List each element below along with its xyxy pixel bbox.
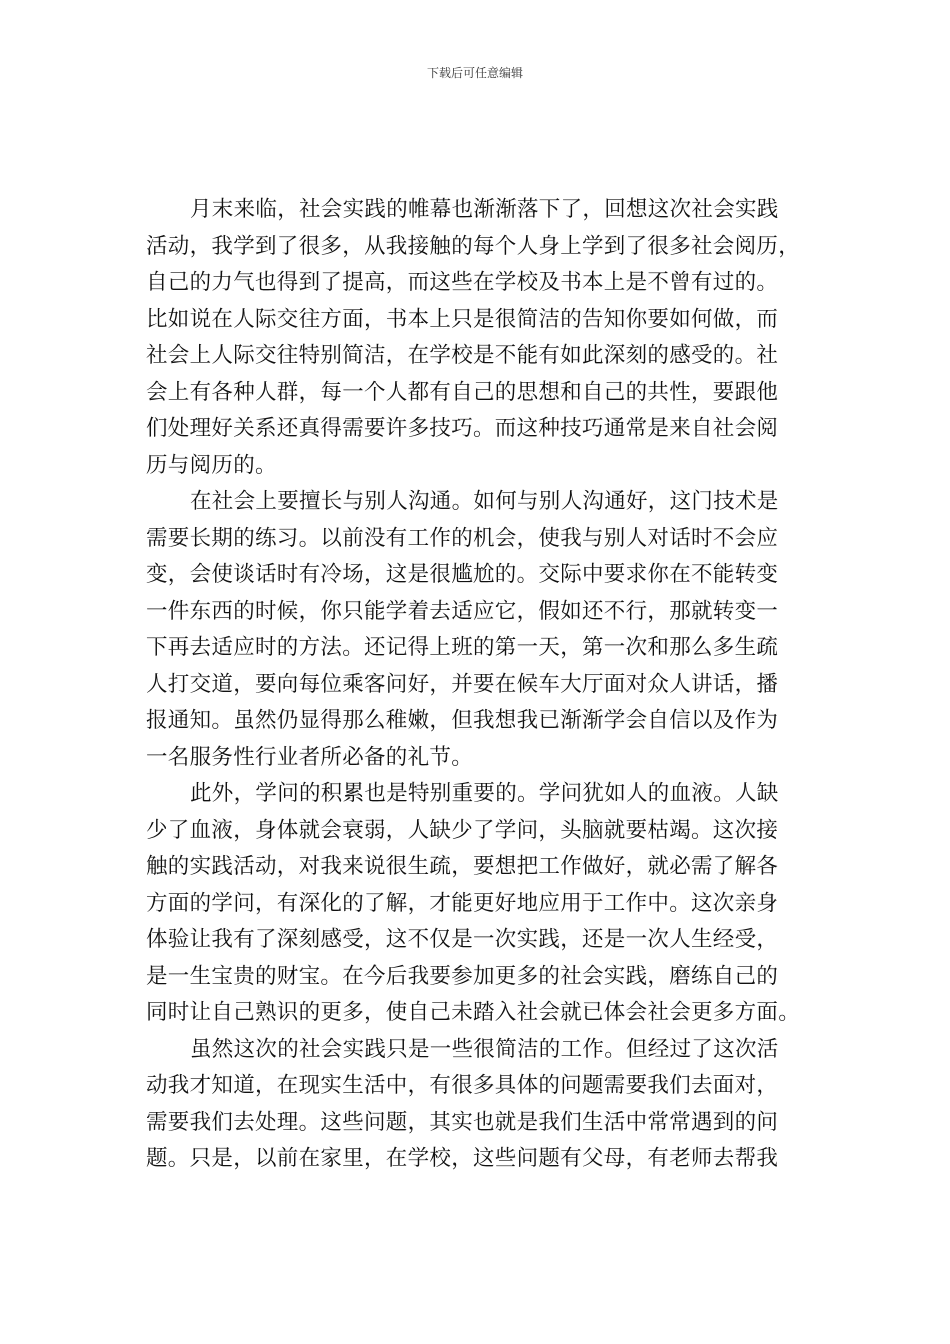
paragraph-1-line-7: 们处理好关系还真得需要许多技巧。而这种技巧通常是来自社会阅 — [146, 416, 779, 441]
paragraph-3-line-1: 此外，学问的积累也是特别重要的。学问犹如人的血液。人缺 — [190, 781, 779, 806]
page-header-note: 下载后可任意编辑 — [426, 66, 523, 80]
paragraph-2-line-6: 人打交道，要向每位乘客问好，并要在候车大厅面对众人讲话，播 — [146, 671, 779, 697]
paragraph-2-line-3: 变，会使谈话时有冷场，这是很尴尬的。交际中要求你在不能转变 — [146, 562, 779, 587]
paragraph-3-line-6: 是一生宝贵的财宝。在今后我要参加更多的社会实践，磨练自己的 — [146, 963, 779, 989]
paragraph-4-line-4: 题。只是，以前在家里，在学校，这些问题有父母，有老师去帮我 — [146, 1146, 779, 1171]
paragraph-3-line-3: 触的实践活动，对我来说很生疏，要想把工作做好，就必需了解各 — [146, 854, 779, 879]
paragraph-1-line-6: 会上有各种人群，每一个人都有自己的思想和自己的共性，要跟他 — [146, 379, 779, 405]
paragraph-1-line-8: 历与阅历的。 — [146, 452, 277, 478]
paragraph-2-line-4: 一件东西的时候，你只能学着去适应它，假如还不行，那就转变一 — [146, 598, 779, 624]
paragraph-3-line-4: 方面的学问，有深化的了解，才能更好地应用于工作中。这次亲身 — [146, 890, 779, 916]
paragraph-2-line-8: 一名服务性行业者所必备的礼节。 — [146, 744, 474, 770]
paragraph-4-line-1: 虽然这次的社会实践只是一些很简洁的工作。但经过了这次活 — [190, 1036, 779, 1062]
paragraph-2-line-2: 需要长期的练习。以前没有工作的机会，使我与别人对话时不会应 — [146, 525, 779, 551]
paragraph-3-line-7: 同时让自己熟识的更多，使自己未踏入社会就已体会社会更多方面。 — [146, 1000, 801, 1025]
paragraph-4-line-2: 动我才知道，在现实生活中，有很多具体的问题需要我们去面对， — [146, 1073, 779, 1098]
paragraph-1-line-2: 活动，我学到了很多，从我接触的每个人身上学到了很多社会阅历， — [146, 233, 801, 259]
paragraph-1-line-5: 社会上人际交往特别简洁，在学校是不能有如此深刻的感受的。社 — [146, 343, 779, 368]
paragraph-2-line-7: 报通知。虽然仍显得那么稚嫩，但我想我已渐渐学会自信以及作为 — [146, 708, 779, 733]
paragraph-1-line-4: 比如说在人际交往方面，书本上只是很简洁的告知你要如何做，而 — [146, 306, 779, 332]
paragraph-4-line-3: 需要我们去处理。这些问题，其实也就是我们生活中常常遇到的问 — [146, 1109, 779, 1135]
paragraph-3-line-2: 少了血液，身体就会衰弱，人缺少了学问，头脑就要枯竭。这次接 — [146, 817, 779, 843]
paragraph-2-line-5: 下再去适应时的方法。还记得上班的第一天，第一次和那么多生疏 — [146, 635, 779, 660]
paragraph-2-line-1: 在社会上要擅长与别人沟通。如何与别人沟通好，这门技术是 — [190, 489, 779, 514]
paragraph-3-line-5: 体验让我有了深刻感受，这不仅是一次实践，还是一次人生经受， — [146, 927, 779, 952]
paragraph-1-line-3: 自己的力气也得到了提高，而这些在学校及书本上是不曾有过的。 — [146, 270, 779, 295]
paragraph-1-line-1: 月末来临，社会实践的帷幕也渐渐落下了，回想这次社会实践 — [190, 197, 779, 222]
document-body — [146, 192, 806, 1178]
